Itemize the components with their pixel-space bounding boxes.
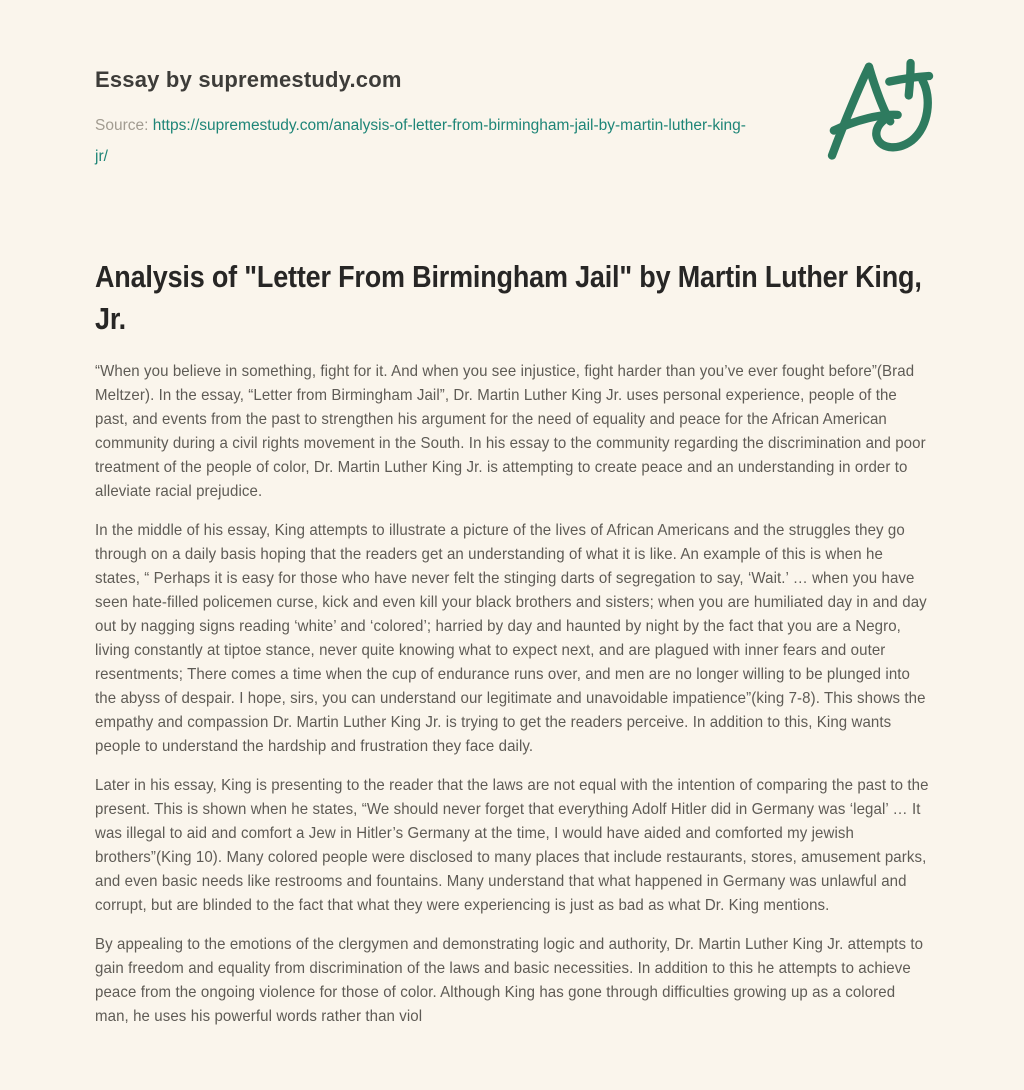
essay-paragraph-2: In the middle of his essay, King attempts to illustrate a picture of the lives of African Americans and the struggles they go through on a daily basis hoping that the readers get an understanding of what it is like. An example of this is when he states, “ Perhaps it is easy for those who have never felt the stinging darts of segregation to say, ‘Wait.’ … when you have seen hate-filled policemen curse, kick and even kill your black brothers and sisters; when you are humiliated day in and day out by nagging signs reading ‘white’ and ‘colored’; harried by day and haunted by night by the fact that you are a Negro, living constantly at tiptoe stance, never quite knowing what to expect next, and are plagued with inner fears and outer resentments; There comes a time when the cup of endurance runs over, and men are no longer willing to be plunged into the abyss of despair. I hope, sirs, you can understand our legitimate and unavoidable impatience”(king 7-8). This shows the empathy and compassion Dr. Martin Luther King Jr. is trying to get the readers perceive. In addition to this, King wants people to understand the hardship and frustration they face daily.: [95, 522, 927, 755]
essay-content: [95, 256, 930, 1029]
essay-paragraph-1: “When you believe in something, fight for it. And when you see injustice, fight harder than you’ve ever fought before”(Brad Meltzer). In the essay, “Letter from Birmingham Jail”, Dr. Martin Luther King Jr. uses personal experience, people of the past, and events from the past to strengthen his argument for the need of equality and peace for the African American community during a civil rights movement in the South. In his essay to the community regarding the discrimination and poor treatment of the people of color, Dr. Martin Luther King Jr. is attempting to create peace and an understanding in order to alleviate racial prejudice.: [95, 363, 926, 500]
source-link[interactable]: https://supremestudy.com/analysis-of-letter-from-birmingham-jail-by-martin-luther-king-jr/: [95, 117, 746, 165]
source-label: Source:: [95, 117, 149, 134]
source-line: [95, 110, 750, 172]
essay-paragraph-4: By appealing to the emotions of the clergymen and demonstrating logic and authority, Dr. Martin Luther King Jr. attempts to gain freedom and equality from discrimination of the laws and basic necessities. In addition to this he attempts to achieve peace from the ongoing violence for those of color. Although King has gone through difficulties growing up as a colored man, he uses his powerful words rather than viol: [95, 936, 924, 1025]
page-header: [95, 66, 930, 172]
essay-body: [95, 360, 930, 1029]
essay-paragraph-3: Later in his essay, King is presenting to the reader that the laws are not equal with the intention of comparing the past to the present. This is shown when he states, “We should never forget that everything Adolf Hitler did in Germany was ‘legal’ … It was illegal to aid and comfort a Jew in Hitler’s Germany at the time, I would have aided and comforted my jewish brothers”(King 10). Many colored people were disclosed to many places that include restaurants, stores, amusement parks, and even basic needs like restrooms and fountains. Many understand that what happened in Germany was unlawful and corrupt, but are blinded to the fact that what they were experiencing is just as bad as what Dr. King mentions.: [95, 777, 929, 914]
a-plus-logo-icon: [820, 54, 942, 172]
essay-title: Analysis of "Letter From Birmingham Jail" by Martin Luther King, Jr.: [95, 259, 922, 336]
site-title: Essay by supremestudy.com: [95, 67, 402, 92]
